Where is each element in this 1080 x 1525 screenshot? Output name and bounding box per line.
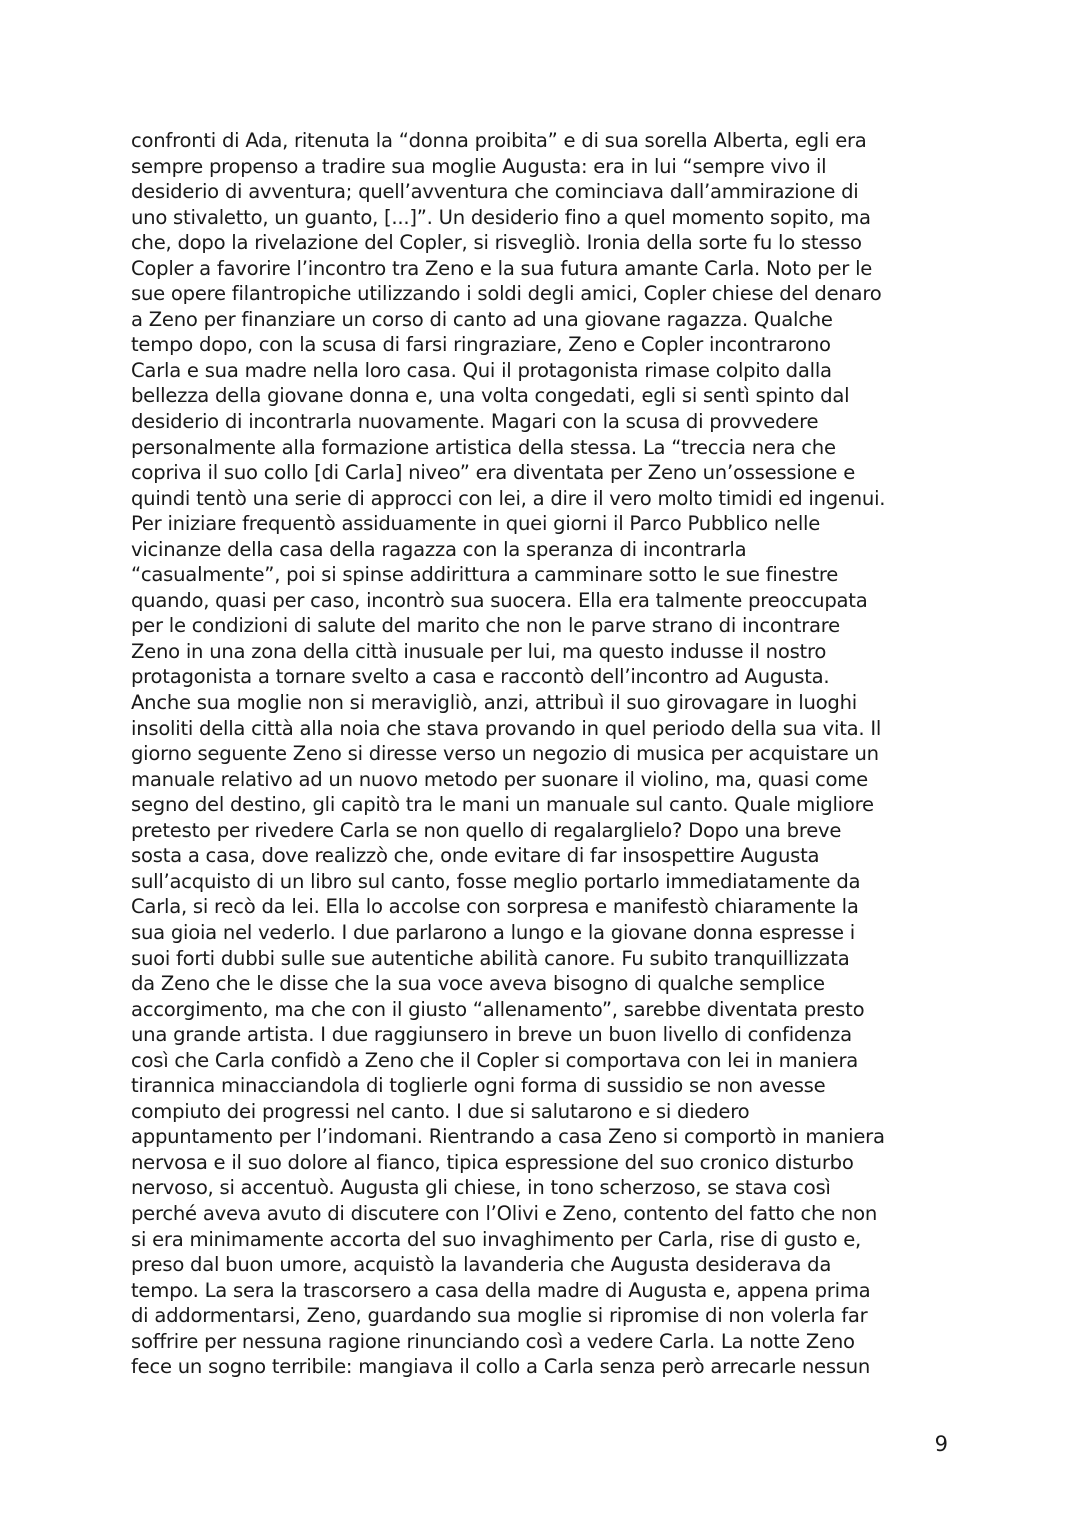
text-line: suoi forti dubbi sulle sue autentiche abilità canore. Fu subito tranquillizzata [131, 946, 850, 970]
text-line: Carla, si recò da lei. Ella lo accolse con sorpresa e manifestò chiaramente la [131, 895, 859, 919]
text-line: di addormentarsi, Zeno, guardando sua moglie si ripromise di non volerla far [131, 1304, 868, 1328]
text-line: tempo dopo, con la scusa di farsi ringraziare, Zeno e Copler incontrarono [131, 333, 831, 357]
text-line: pretesto per rivedere Carla se non quello di regalarglielo? Dopo una breve [131, 818, 842, 842]
text-line: soffrire per nessuna ragione rinunciando così a vedere Carla. La notte Zeno [131, 1329, 855, 1353]
page-number: 9 [934, 1432, 948, 1456]
text-line: sosta a casa, dove realizzò che, onde evitare di far insospettire Augusta [131, 844, 820, 868]
text-line: nervosa e il suo dolore al fianco, tipica espressione del suo cronico disturbo [131, 1150, 854, 1174]
text-line: Per iniziare frequentò assiduamente in quei giorni il Parco Pubblico nelle [131, 512, 821, 536]
text-line: bellezza della giovane donna e, una volta congedati, egli si sentì spinto dal [131, 384, 850, 408]
text-line: segno del destino, gli capitò tra le mani un manuale sul canto. Quale migliore [131, 793, 874, 817]
text-line: per le condizioni di salute del marito che non le parve strano di incontrare [131, 614, 840, 638]
text-line: Zeno in una zona della città inusuale per lui, ma questo indusse il nostro [131, 639, 827, 663]
text-line: tempo. La sera la trascorsero a casa della madre di Augusta e, appena prima [131, 1278, 871, 1302]
text-line: “casualmente”, poi si spinse addirittura a camminare sotto le sue finestre [131, 563, 839, 587]
text-line: manuale relativo ad un nuovo metodo per suonare il violino, ma, quasi come [131, 767, 868, 791]
text-line: personalmente alla formazione artistica della stessa. La “treccia nera che [131, 435, 836, 459]
text-line: nervoso, si accentuò. Augusta gli chiese, in tono scherzoso, se stava così [131, 1176, 831, 1200]
text-line: sull’acquisto di un libro sul canto, fosse meglio portarlo immediatamente da [131, 869, 861, 893]
text-line: confronti di Ada, ritenuta la “donna proibita” e di sua sorella Alberta, egli era [131, 129, 867, 152]
text-line: protagonista a tornare svelto a casa e raccontò dell’incontro ad Augusta. [131, 665, 830, 689]
text-line: che, dopo la rivelazione del Copler, si risvegliò. Ironia della sorte fu lo stesso [131, 231, 862, 255]
text-line: uno stivaletto, un guanto, [...]”. Un desiderio fino a quel momento sopito, ma [131, 205, 871, 229]
text-line: giorno seguente Zeno si diresse verso un negozio di musica per acquistare un [131, 742, 879, 766]
text-line: si era minimamente accorta del suo invaghimento per Carla, rise di gusto e, [131, 1227, 862, 1251]
text-line: preso dal buon umore, acquistò la lavanderia che Augusta desiderava da [131, 1253, 832, 1277]
text-line: sue opere filantropiche utilizzando i soldi degli amici, Copler chiese del denaro [131, 282, 882, 306]
text-line: a Zeno per finanziare un corso di canto ad una giovane ragazza. Qualche [131, 307, 833, 331]
text-line: una grande artista. I due raggiunsero in breve un buon livello di confidenza [131, 1023, 852, 1047]
text-line: appuntamento per l’indomani. Rientrando a casa Zeno si comportò in maniera [131, 1125, 885, 1149]
text-line: accorgimento, ma che con il giusto “allenamento”, sarebbe diventata presto [131, 997, 865, 1021]
text-line: vicinanze della casa della ragazza con la speranza di incontrarla [131, 537, 747, 561]
text-line: sua gioia nel vederlo. I due parlarono a lungo e la giovane donna espresse i [131, 920, 855, 944]
text-line: da Zeno che le disse che la sua voce aveva bisogno di qualche semplice [131, 972, 825, 996]
text-line: insoliti della città alla noia che stava provando in quel periodo della sua vita. Il [131, 716, 882, 740]
text-line: fece un sogno terribile: mangiava il collo a Carla senza però arrecarle nessun [131, 1355, 871, 1379]
text-line: perché aveva avuto di discutere con l’Olivi e Zeno, contento del fatto che non [131, 1201, 877, 1225]
body-text [131, 128, 961, 1380]
text-line: Copler a favorire l’incontro tra Zeno e la sua futura amante Carla. Noto per le [131, 256, 873, 280]
text-line: desiderio di incontrarla nuovamente. Magari con la scusa di provvedere [131, 410, 819, 434]
text-line: Anche sua moglie non si meravigliò, anzi, attribuì il suo girovagare in luoghi [131, 691, 857, 715]
text-line: quindi tentò una serie di approcci con lei, a dire il vero molto timidi ed ingenui. [131, 486, 886, 510]
text-line: desiderio di avventura; quell’avventura che cominciava dall’ammirazione di [131, 180, 859, 204]
text-line: quando, quasi per caso, incontrò sua suocera. Ella era talmente preoccupata [131, 588, 868, 612]
text-line: così che Carla confidò a Zeno che il Copler si comportava con lei in maniera [131, 1048, 859, 1072]
text-line: tirannica minacciandola di toglierle ogni forma di sussidio se non avesse [131, 1074, 826, 1098]
text-line: Carla e sua madre nella loro casa. Qui il protagonista rimase colpito dalla [131, 358, 832, 382]
text-line: copriva il suo collo [di Carla] niveo” era diventata per Zeno un’ossessione e [131, 461, 856, 485]
text-line: compiuto dei progressi nel canto. I due si salutarono e si diedero [131, 1099, 750, 1123]
text-line: sempre propenso a tradire sua moglie Augusta: era in lui “sempre vivo il [131, 154, 827, 178]
